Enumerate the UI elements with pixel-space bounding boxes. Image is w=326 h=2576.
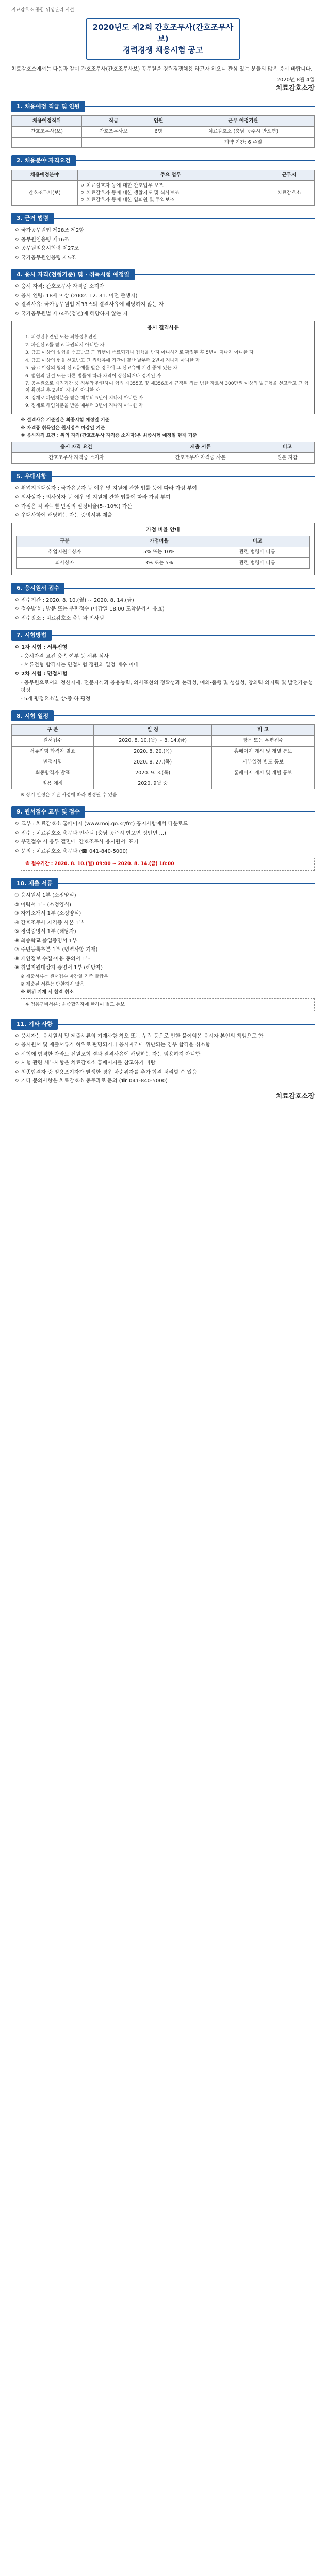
table-header: 인원 bbox=[145, 116, 172, 127]
announcement-date: 2020년 8월 4일 bbox=[276, 77, 315, 83]
bonus-box bbox=[11, 523, 315, 575]
table-row: 최종합격자 발표 2020. 9. 3.(목) 홈페이지 게시 및 개별 통보 bbox=[12, 768, 315, 778]
list-item: ㅇ 결격사유: 국가공무원법 제33조의 결격사유에 해당하지 않는 자 bbox=[14, 302, 164, 308]
list-item: 5. 금고 이상의 형의 선고유예를 받은 경우에 그 선고유예 기간 중에 있는 자 bbox=[25, 365, 178, 371]
list-item: ㅇ 취업지원대상자 : 국가유공자 등 예우 및 지원에 관한 법률 등에 따라 가점 부여 bbox=[14, 485, 197, 492]
list-item: ⑧ 개인정보 수집·이용 동의서 1부 bbox=[14, 956, 91, 962]
title-line-1: 2020년도 제2회 간호조무사(간호조무사보) bbox=[92, 23, 234, 43]
list-item: ㅇ 2차 시험 : 면접시험 bbox=[14, 671, 68, 677]
list-item: ㅇ 응시원서 및 제출서류가 허위로 판명되거나 응시자격에 위반되는 경우 합격을 취소함 bbox=[14, 1042, 210, 1048]
disqualification-box bbox=[11, 321, 315, 414]
table-header: 직급 bbox=[82, 116, 145, 127]
list-item: ㅇ 의사상자 : 의사상자 등 예우 및 지원에 관한 법률에 따라 가점 부여 bbox=[14, 495, 171, 501]
closing-organization: 치료감호소장 bbox=[275, 1092, 315, 1100]
list-item: - 공무원으로서의 정신자세, 전문지식과 응용능력, 의사표현의 정확성과 논리성, 예의·품행 및 성실성, 창의력·의지력 및 발전가능성 평정 bbox=[21, 680, 313, 693]
list-item: 8. 징계로 파면처분을 받은 때부터 5년이 지나지 아니한 자 bbox=[25, 396, 143, 401]
section-header bbox=[11, 213, 315, 224]
list-item: ㅇ 국가공무원법 제28조 제2항 bbox=[14, 228, 84, 234]
table-row: 간호조무사(보) 간호조무사보 6명 치료감호소 (충남 공주시 반포면) bbox=[12, 126, 315, 137]
note-text: ※ 허위 기재 시 합격 취소 bbox=[21, 989, 74, 995]
section-header bbox=[11, 471, 315, 482]
schedule-table bbox=[11, 724, 315, 789]
note-text: ※ 상기 일정은 기관 사정에 따라 변경될 수 있음 bbox=[21, 793, 117, 799]
list-item: ㅇ 응시 연령: 18세 이상 (2002. 12. 31. 이전 출생자) bbox=[14, 293, 138, 299]
section-title: 5. 우대사항 bbox=[11, 471, 52, 482]
list-item: ㅇ 문의 : 치료감호소 총무과 (☎ 041-840-5000) bbox=[14, 848, 128, 854]
title-line-2: 경력경쟁 채용시험 공고 bbox=[123, 45, 203, 55]
table-row: 면접시험 2020. 8. 27.(목) 세부일정 별도 통보 bbox=[12, 757, 315, 768]
list-item: ㅇ 1차 시험 : 서류전형 bbox=[14, 645, 68, 650]
table-row: 원서접수 2020. 8. 10.(월) ~ 8. 14.(금) 방문 또는 우편접수 bbox=[12, 736, 315, 747]
table-row: 간호조무사(보) ㅇ 치료감호자 등에 대한 간호업무 보조 ㅇ 치료감호자 등에 대한 생활지도 및 식사보조 ㅇ 치료감호자 등에 대한 입퇴원 및 투약보조 치료감호소 bbox=[12, 181, 315, 206]
table-header: 근무 예정기관 bbox=[172, 116, 314, 127]
note-text: ※ 제출된 서류는 반환하지 않음 bbox=[21, 981, 85, 987]
list-item: 4. 금고 이상의 형을 선고받고 그 집행유예 기간이 끝난 날부터 2년이 지나지 아니한 자 bbox=[25, 358, 200, 363]
section-header bbox=[11, 583, 315, 594]
section-title: 2. 채용분야 자격요건 bbox=[11, 155, 76, 166]
list-item: ㅇ 우편접수 시 봉투 겉면에 '간호조무사 응시원서' 표기 bbox=[14, 839, 139, 845]
list-item: ⑤ 경력증명서 1부 (해당자) bbox=[14, 929, 76, 935]
section-title: 11. 기타 사항 bbox=[11, 1019, 58, 1030]
table-header: 주요 업무 bbox=[77, 170, 264, 181]
list-item: - 5개 평정요소별 상·중·하 평정 bbox=[21, 696, 91, 702]
table-header: 비고 bbox=[260, 442, 314, 453]
bonus-table: 구분 가점비율 비고 취업지원대상자 5% 또는 10% 관련 법령에 따름 의사상자 3% 또는 5% 관련 법령에 따름 bbox=[16, 536, 310, 568]
table-header: 채용예정직위 bbox=[12, 116, 82, 127]
section-header bbox=[11, 155, 315, 166]
section-title: 8. 시험 일정 bbox=[11, 710, 54, 722]
table-header: 채용예정분야 bbox=[12, 170, 78, 181]
list-item: 3. 금고 이상의 실형을 선고받고 그 집행이 종료되거나 집행을 받지 아니하기로 확정된 후 5년이 지나지 아니한 자 bbox=[25, 350, 254, 355]
list-item: ㅇ 응시 자격: 간호조무사 자격증 소지자 bbox=[14, 284, 104, 290]
list-item: 9. 징계로 해임처분을 받은 때부터 3년이 지나지 아니한 자 bbox=[25, 403, 143, 409]
section-header bbox=[11, 806, 315, 818]
section-title: 3. 근거 법령 bbox=[11, 213, 54, 224]
section-title: 9. 원서접수 교부 및 접수 bbox=[11, 806, 85, 818]
table-header: 일 정 bbox=[94, 725, 212, 736]
note-text: ※ 제출서류는 원서접수 마감일 기준 발급분 bbox=[21, 974, 108, 979]
list-item: ㅇ 접수기간 : 2020. 8. 10.(월) ~ 2020. 8. 14.(금) bbox=[14, 597, 134, 603]
list-item: ㅇ 우대사항에 해당하는 자는 증빙서류 제출 bbox=[14, 513, 112, 519]
document-page bbox=[0, 0, 326, 1124]
box-title: 가점 비율 안내 bbox=[146, 527, 180, 533]
section-header bbox=[11, 630, 315, 641]
list-item: ㅇ 시험에 합격한 자라도 신원조회 결과 결격사유에 해당하는 자는 임용하지 아니함 bbox=[14, 1051, 201, 1057]
section-title: 7. 시험방법 bbox=[11, 630, 52, 641]
list-item: ⑦ 주민등록초본 1부 (병역사항 기재) bbox=[14, 947, 98, 953]
intro-text: 치료감호소에서는 다음과 같이 간호조무사(간호조무사보) 공무원을 경력경쟁채용 하고자 하오니 관심 있는 분들의 많은 응시 바랍니다. bbox=[11, 66, 313, 73]
table-row: 임용 예정 2020. 9월 중 bbox=[12, 778, 315, 789]
header-caption: 지료감호소 종합 위생관리 시설 bbox=[11, 8, 74, 13]
list-item: ㅇ 응시자는 응시원서 및 제출서류의 기재사항 착오 또는 누락 등으로 인한 불이익은 응시자 본인의 책임으로 함 bbox=[14, 1033, 264, 1039]
list-item: ⑥ 최종학교 졸업증명서 1부 bbox=[14, 938, 77, 944]
appointment-docs-box: ※ 임용구비서류 : 최종합격자에 한하여 별도 통보 bbox=[21, 998, 315, 1011]
list-item: ㅇ 접수 : 치료감호소 총무과 인사팀 (충남 공주시 반포면 정안면 ...) bbox=[14, 830, 166, 836]
list-item: 2. 파산선고를 받고 복권되지 아니한 자 bbox=[25, 342, 105, 348]
section-header bbox=[11, 269, 315, 280]
list-item: ㅇ 국가공무원법 제74조(정년)에 해당하지 않는 자 bbox=[14, 311, 128, 317]
section-title: 6. 응시원서 접수 bbox=[11, 583, 64, 594]
table-header: 구 분 bbox=[12, 725, 94, 736]
table-header: 응시 자격 요건 bbox=[12, 442, 141, 453]
table-header: 근무지 bbox=[264, 170, 314, 181]
list-item: ㅇ 공무원임용령 제16조 bbox=[14, 236, 70, 243]
list-item: 7. 공무원으로 재직기간 중 직무와 관련하여 형법 제355조 및 제356조에 규정된 죄를 범한 자로서 300만원 이상의 벌금형을 선고받고 그 형이 확정된 후 2년이 지나지 아니한 자 bbox=[25, 381, 309, 394]
list-item: ④ 간호조무사 자격증 사본 1부 bbox=[14, 920, 84, 926]
list-item: ⑨ 취업지원대상자 증명서 1부 (해당자) bbox=[14, 965, 103, 971]
list-item: ㅇ 기타 문의사항은 치료감호소 총무과로 문의 (☎ 041-840-5000) bbox=[14, 1078, 168, 1084]
list-item: 1. 피성년후견인 또는 피한정후견인 bbox=[25, 334, 97, 340]
list-item: 6. 법원의 판결 또는 다른 법률에 따라 자격이 상실되거나 정지된 자 bbox=[25, 373, 161, 379]
note-text: ※ 응시자격 요건 : 위의 자격(간호조무사 자격증 소지자)은 최종시험 예정일 현재 기준 bbox=[21, 433, 197, 439]
list-item: ② 이력서 1부 (소정양식) bbox=[14, 902, 71, 908]
section-header bbox=[11, 1019, 315, 1030]
section-header bbox=[11, 710, 315, 722]
table-row: 간호조무사 자격증 소지자 간호조무사 자격증 사본 원본 지참 bbox=[12, 453, 315, 464]
deadline-box: ※ 접수기간 : 2020. 8. 10.(월) 09:00 ~ 2020. 8. 14.(금) 18:00 bbox=[21, 858, 315, 871]
table-header: 비 고 bbox=[212, 725, 315, 736]
list-item: ① 응시원서 1부 (소정양식) bbox=[14, 893, 76, 899]
note-text: ※ 결격사유 기준일은 최종시험 예정일 기준 bbox=[21, 418, 110, 423]
table-row: 계약 기간: 6 주일 bbox=[12, 137, 315, 148]
table-header: 제출 서류 bbox=[141, 442, 260, 453]
list-item: ㅇ 접수방법 : 방문 또는 우편접수 (마감일 18:00 도착분까지 유효) bbox=[14, 606, 165, 613]
positions-table bbox=[11, 115, 315, 148]
list-item: ㅇ 최종합격자 중 임용포기자가 발생한 경우 차순위자를 추가 합격 처리할 수 있음 bbox=[14, 1069, 197, 1075]
list-item: ㅇ 시험 관련 세부사항은 치료감호소 홈페이지를 참고하기 바람 bbox=[14, 1060, 156, 1066]
table-row: 서류전형 합격자 발표 2020. 8. 20.(목) 홈페이지 게시 및 개별 통보 bbox=[12, 746, 315, 757]
table-row: 취업지원대상자 5% 또는 10% 관련 법령에 따름 bbox=[17, 547, 310, 558]
section-title: 10. 제출 서류 bbox=[11, 878, 58, 889]
note-text: ※ 자격증 취득일은 원서접수 마감일 기준 bbox=[21, 426, 105, 431]
list-item: ③ 자기소개서 1부 (소정양식) bbox=[14, 911, 82, 917]
issuing-organization: 치료감호소장 bbox=[275, 84, 315, 93]
section-title: 1. 채용예정 직급 및 인원 bbox=[11, 101, 85, 112]
list-item: ㅇ 국가공무원임용령 제5조 bbox=[14, 255, 76, 261]
list-item: ㅇ 교부 : 치료감호소 홈페이지 (www.moj.go.kr/frc) 공지사항에서 다운로드 bbox=[14, 821, 188, 827]
section-header bbox=[11, 878, 315, 889]
qualification-table bbox=[11, 442, 315, 464]
duties-table bbox=[11, 170, 315, 206]
section-header bbox=[11, 101, 315, 112]
list-item: ㅇ 가점은 각 과목별 만점의 일정비율(5~10%) 가산 bbox=[14, 503, 133, 510]
list-item: - 서류전형 합격자는 면접시험 정원의 일정 배수 이내 bbox=[21, 662, 139, 668]
list-item: ㅇ 공무원임용시험령 제27조 bbox=[14, 246, 79, 252]
table-row: 의사상자 3% 또는 5% 관련 법령에 따름 bbox=[17, 557, 310, 568]
list-item: ㅇ 접수장소 : 치료감호소 총무과 인사팀 bbox=[14, 615, 104, 621]
section-title: 4. 응시 자격(전형기준) 및 · 취득시험 예정일 bbox=[11, 269, 135, 280]
title-box bbox=[86, 18, 240, 60]
list-item: - 응시자격 요건 충족 여부 등 서류 심사 bbox=[21, 653, 109, 659]
box-title: 응시 결격사유 bbox=[147, 325, 179, 331]
